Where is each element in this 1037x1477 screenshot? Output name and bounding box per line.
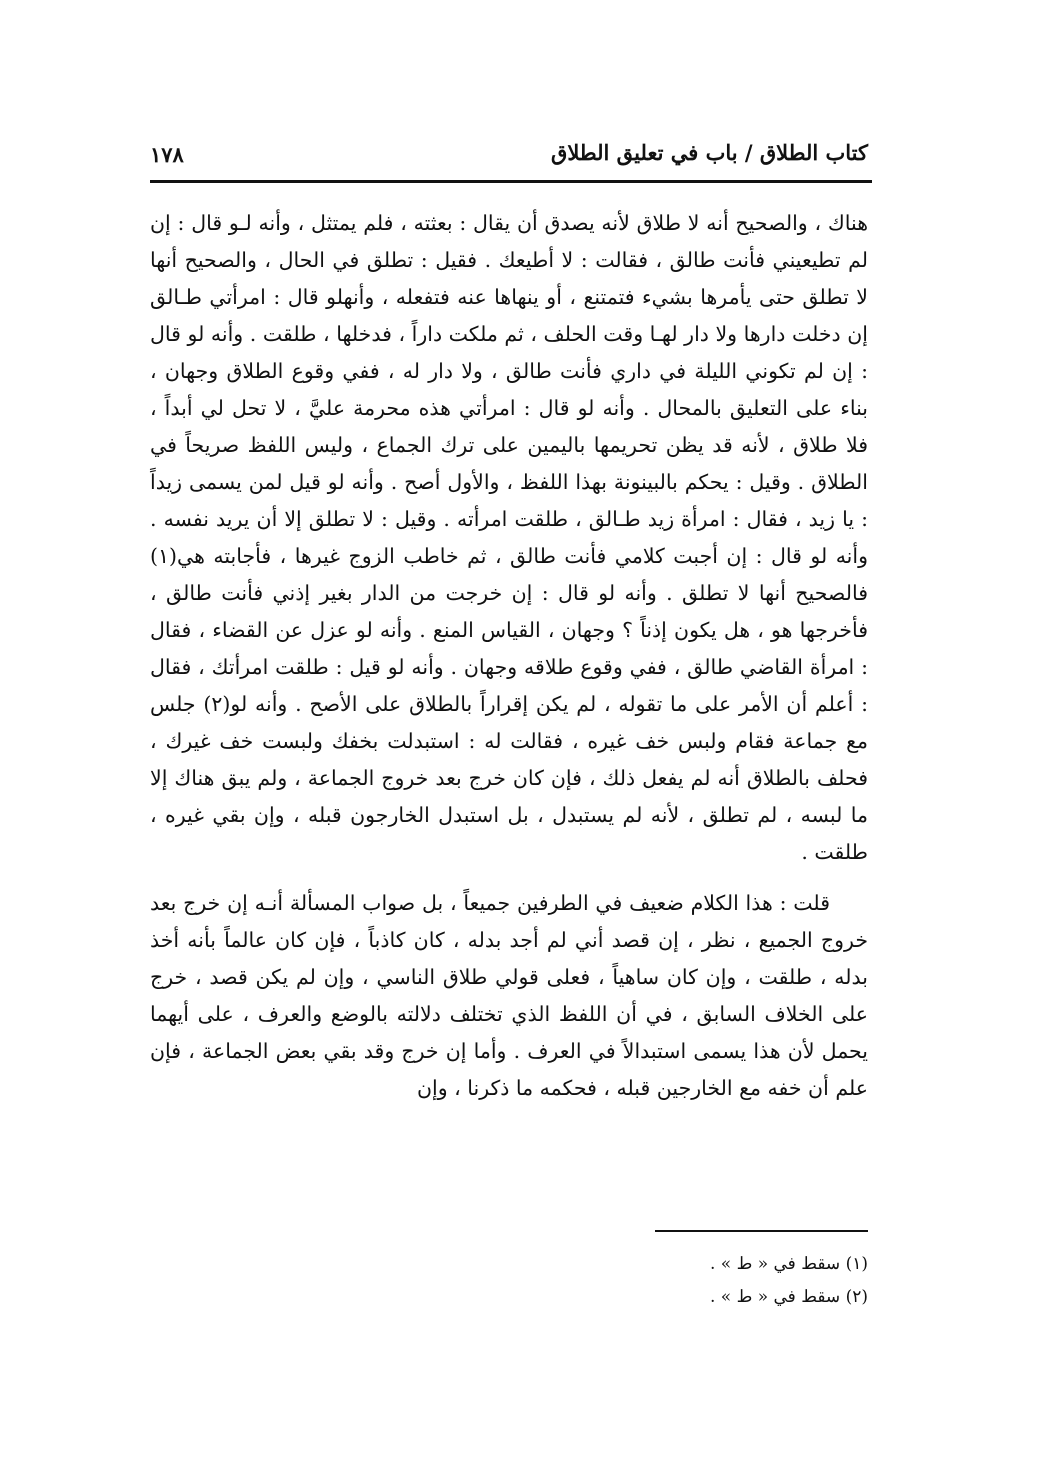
footnote-1: (١) سقط في « ط » . (709, 1254, 868, 1274)
page-number: ١٧٨ (150, 142, 184, 167)
footnote-divider (655, 1230, 868, 1232)
chapter-title: كتاب الطلاق / باب في تعليق الطلاق (551, 140, 868, 165)
paragraph-1: هناك ، والصحيح أنه لا طلاق لأنه يصدق أن يقال : بعثته ، فلم يمتثل ، وأنه لـو قال : إن لم تطيعيني فأنت طالق ، فقالت : لا أطيعك . فقيل : تطلق في الحال ، والصحيح أنها لا تطلق حتى يأمرها بشيء فتمتنع ، أو ينهاها عنه فتفعله ، وأنهلو قال : امرأتي طـالق إن دخلت دارها ولا دار لهـا وقت الحلف ، ثم ملكت داراً ، فدخلها ، طلقت . وأنه لو قال : إن لم تكوني الليلة في داري فأنت طالق ، ولا دار له ، ففي وقوع الطلاق وجهان ، بناء على التعليق بالمحال . وأنه لو قال : امرأتي هذه محرمة عليَّ ، لا تحل لي أبداً ، فلا طلاق ، لأنه قد يظن تحريمها باليمين على ترك الجماع ، وليس اللفظ صريحاً في الطلاق . وقيل : يحكم بالبينونة بهذا اللفظ ، والأول أصح . وأنه لو قيل لمن يسمى زيداً : يا زيد ، فقال : امرأة زيد طـالق ، طلقت امرأته . وقيل : لا تطلق إلا أن يريد نفسه . وأنه لو قال : إن أجبت كلامي فأنت طالق ، ثم خاطب الزوج غيرها ، فأجابته هي(١) فالصحيح أنها لا تطلق . وأنه لو قال : إن خرجت من الدار بغير إذني فأنت طالق ، فأخرجها هو ، هل يكون إذناً ؟ وجهان ، القياس المنع . وأنه لو عزل عن القضاء ، فقال : امرأة القاضي طالق ، ففي وقوع طلاقه وجهان . وأنه لو قيل : طلقت امرأتك ، فقال : أعلم أن الأمر على ما تقوله ، لم يكن إقراراً بالطلاق على الأصح . وأنه لو(٢) جلس مع جماعة فقام ولبس خف غيره ، فقالت له : استبدلت بخفك ولبست خف غيرك ، فحلف بالطلاق أنه لم يفعل ذلك ، فإن كان خرج بعد خروج الجماعة ، ولم يبق هناك إلا ما لبسه ، لم تطلق ، لأنه لم يستبدل ، بل استبدل الخارجون قبله ، وإن بقي غيره ، طلقت . (150, 211, 868, 864)
paragraph-2: قلت : هذا الكلام ضعيف في الطرفين جميعاً ، بل صواب المسألة أنـه إن خرج بعد خروج الجميع ، نظر ، إن قصد أني لم أجد بدله ، كان كاذباً ، فإن كان عالماً بأنه أخذ بدله ، طلقت ، وإن كان ساهياً ، فعلى قولي طلاق الناسي ، وإن لم يكن قصد ، خرج على الخلاف السابق ، في أن اللفظ الذي تختلف دلالته بالوضع والعرف ، على أيهما يحمل لأن هذا يسمى استبدالاً في العرف . وأما إن خرج وقد بقي بعض الجماعة ، فإن علم أن خفه مع الخارجين قبله ، فحكمه ما ذكرنا ، وإن (150, 891, 868, 1100)
header-divider (150, 180, 872, 183)
running-header (150, 140, 868, 180)
footnotes (150, 1248, 868, 1314)
main-text (150, 205, 868, 1107)
footnote-2: (٢) سقط في « ط » . (709, 1287, 868, 1307)
